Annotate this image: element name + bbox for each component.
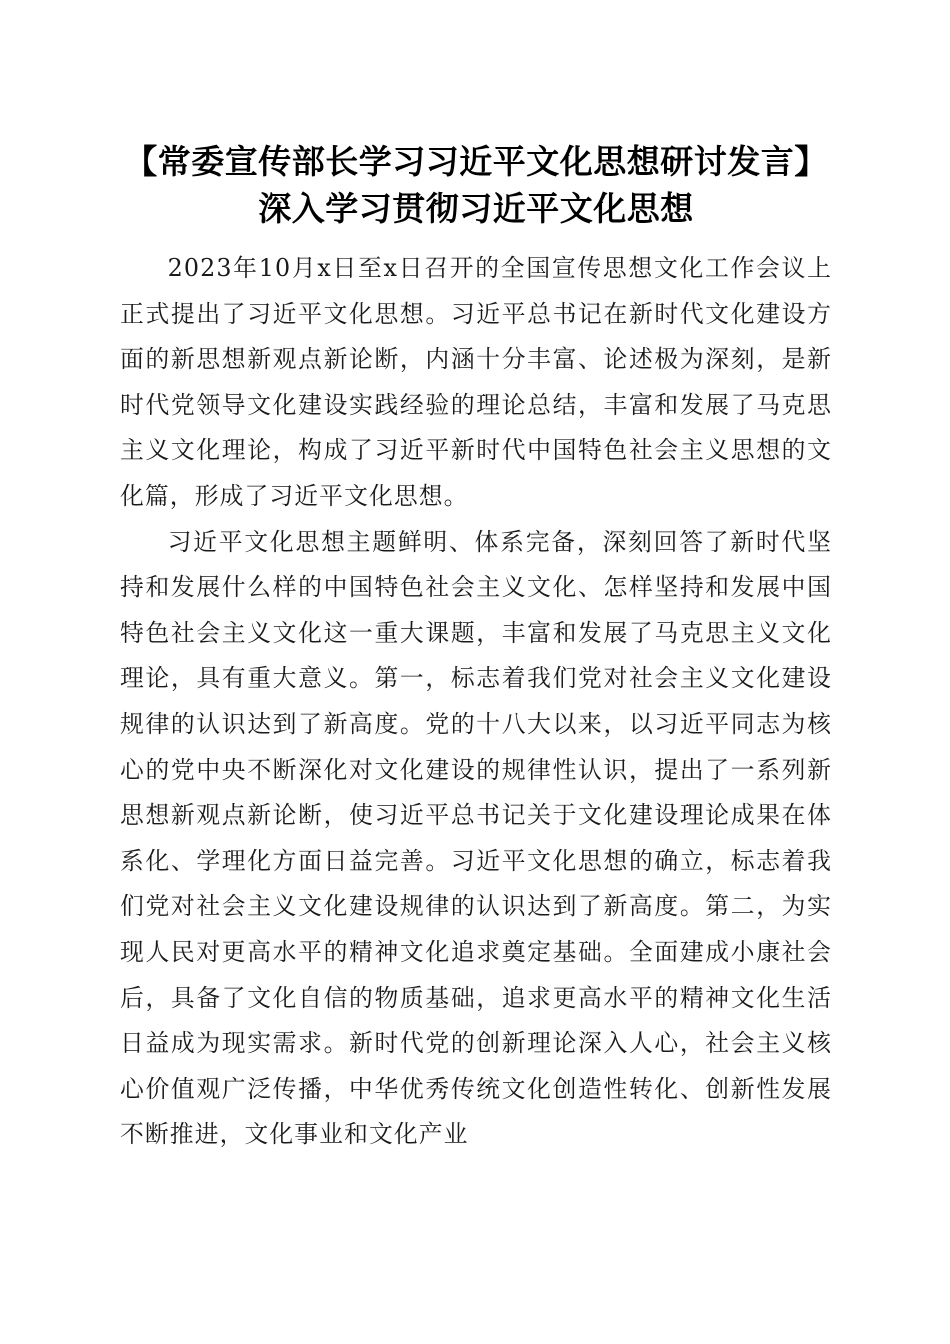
document-title: 【常委宣传部长学习习近平文化思想研讨发言】深入学习贯彻习近平文化思想 — [124, 142, 828, 228]
paragraph-1: 2023年10月x日至x日召开的全国宣传思想文化工作会议上正式提出了习近平文化思想。习近平总书记在新时代文化建设方面的新思想新观点新论断，内涵十分丰富、论述极为深刻，是新时代党领导文化建设实践经验的理论总结，丰富和发展了马克思主义文化理论，构成了习近平新时代中国特色社会主义思想的文化篇，形成了习近平文化思想。 — [120, 254, 832, 510]
paragraph-2: 习近平文化思想主题鲜明、体系完备，深刻回答了新时代坚持和发展什么样的中国特色社会主义文化、怎样坚持和发展中国特色社会主义文化这一重大课题，丰富和发展了马克思主义文化理论，具有重大意义。第一，标志着我们党对社会主义文化建设规律的认识达到了新高度。党的十八大以来，以习近平同志为核心的党中央不断深化对文化建设的规律性认识，提出了一系列新思想新观点新论断，使习近平总书记关于文化建设理论成果在体系化、学理化方面日益完善。习近平文化思想的确立，标志着我们党对社会主义文化建设规律的认识达到了新高度。第二，为实现人民对更高水平的精神文化追求奠定基础。全面建成小康社会后，具备了文化自信的物质基础，追求更高水平的精神文化生活日益成为现实需求。新时代党的创新理论深入人心，社会主义核心价值观广泛传播，中华优秀传统文化创造性转化、创新性发展不断推进，文化事业和文化产业 — [120, 527, 832, 1149]
document-body — [120, 246, 832, 1158]
